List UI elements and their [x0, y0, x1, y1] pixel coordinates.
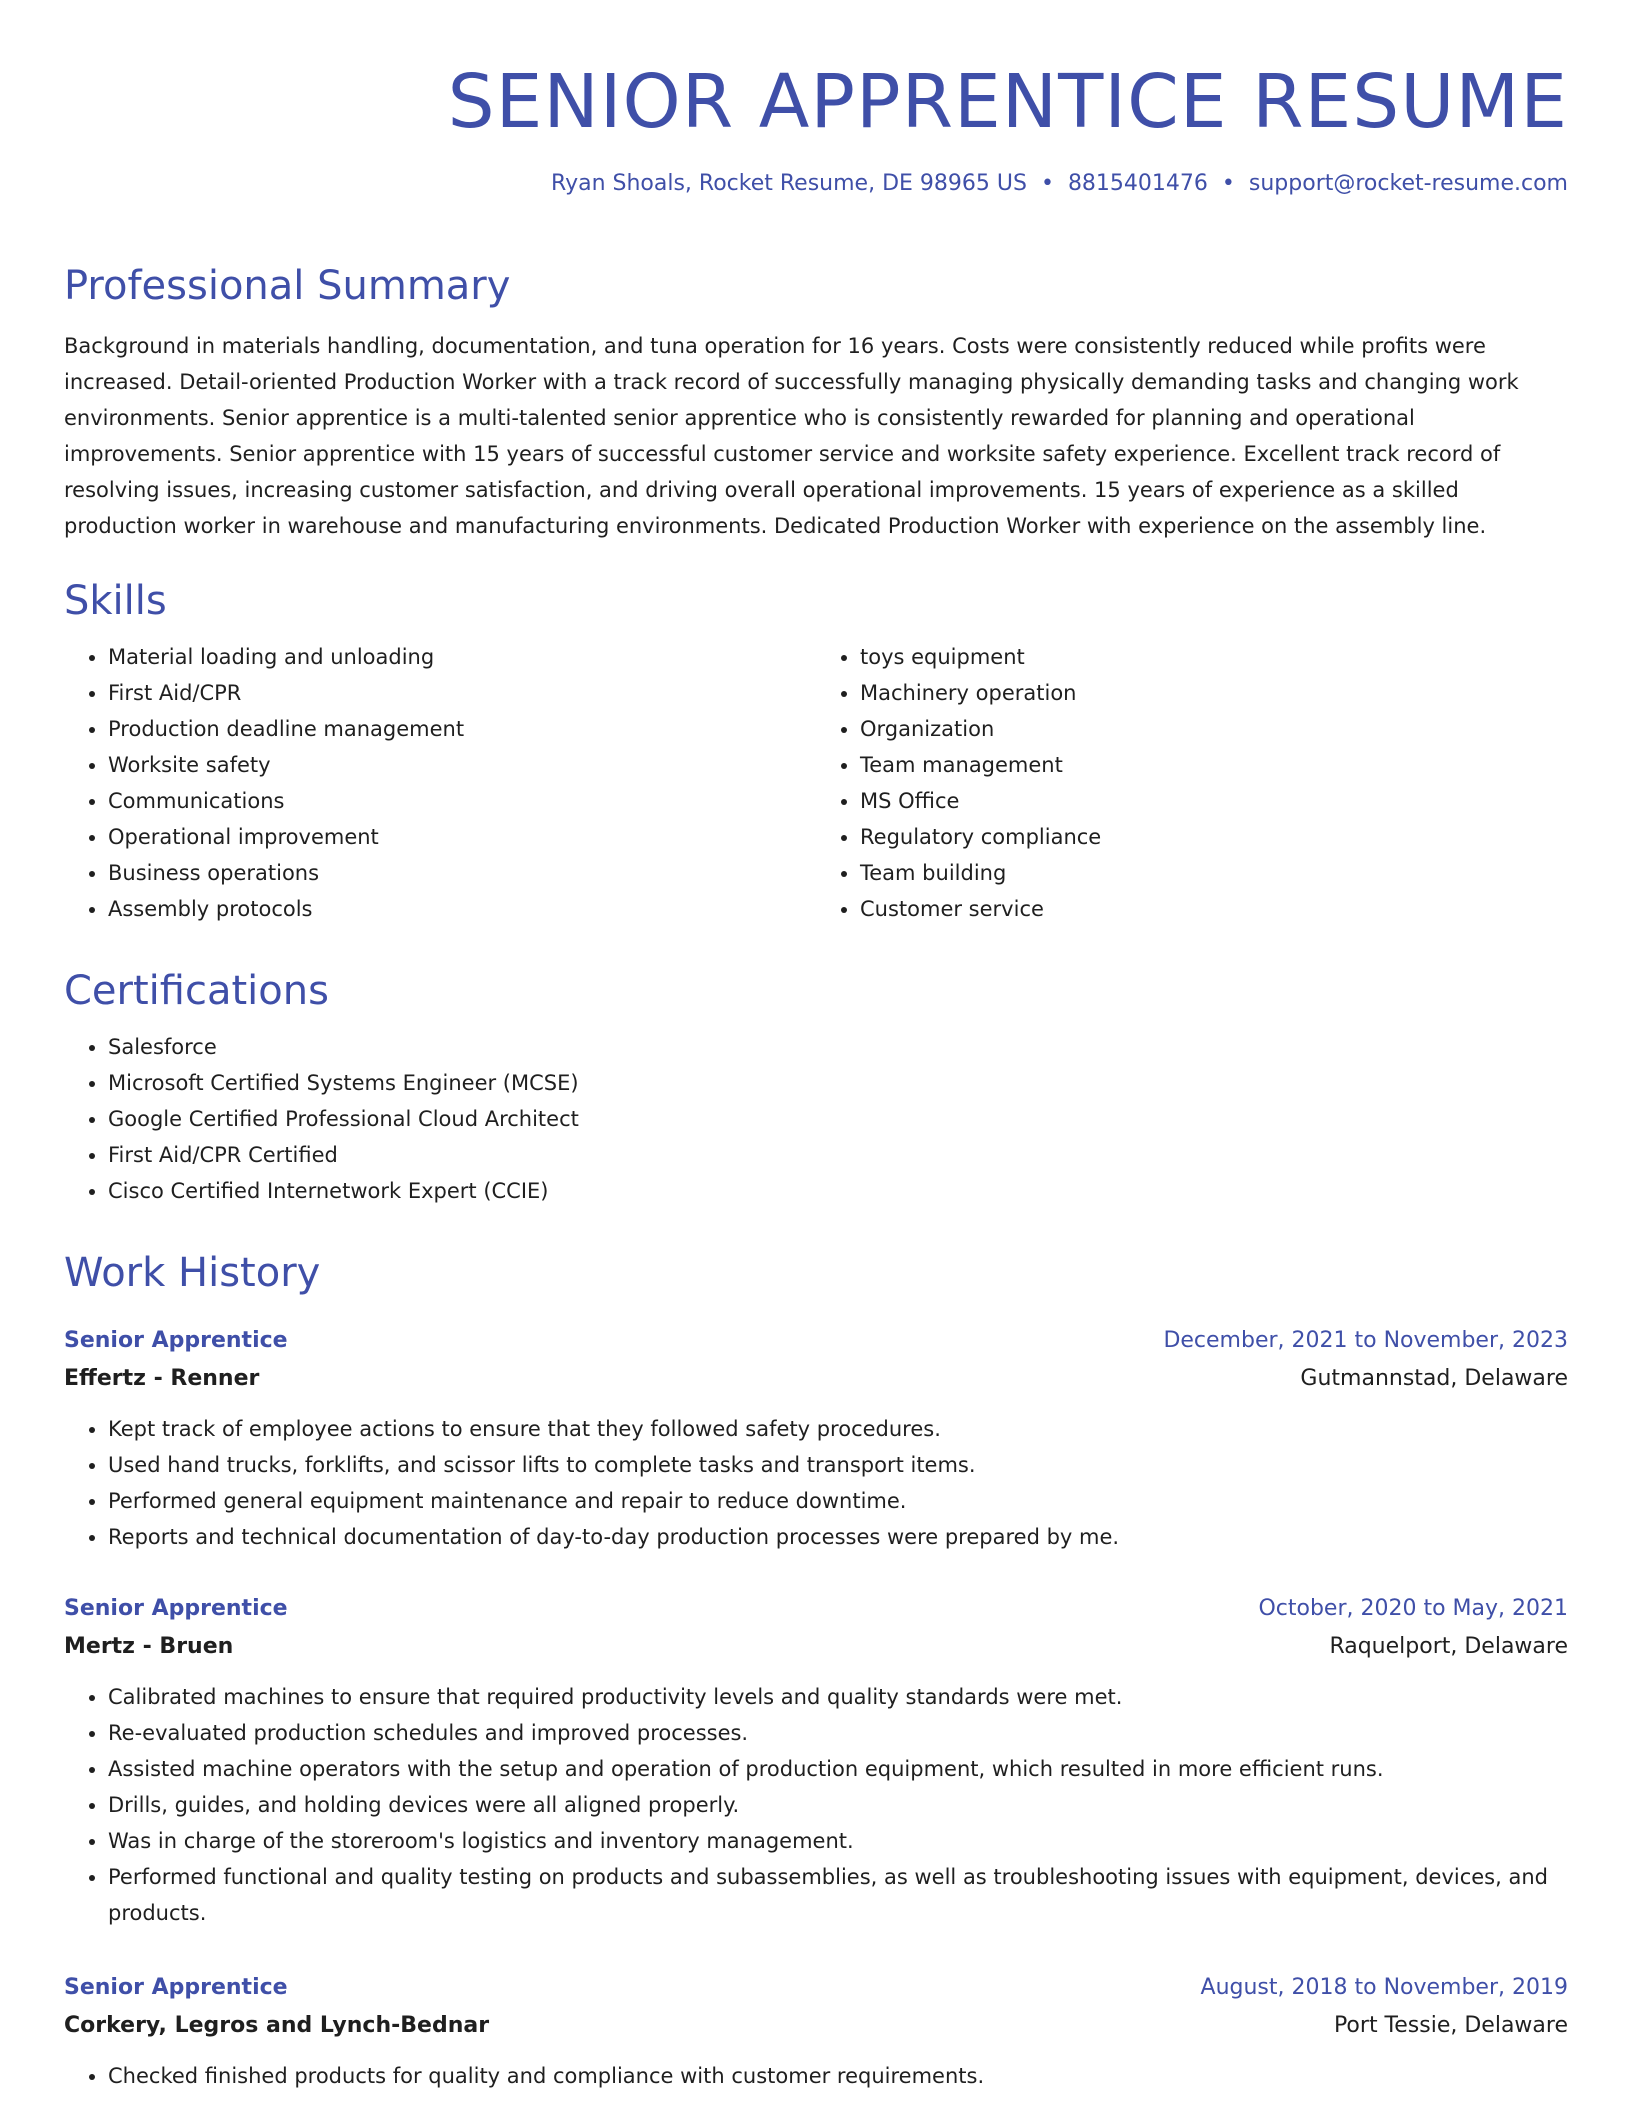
job-location: Raquelport, Delaware: [1329, 1634, 1568, 1659]
job-bullet: • Kept track of employee actions to ensure that they followed safety procedures.: [108, 1411, 1568, 1447]
job-header: [64, 1591, 1568, 1627]
job-company: Mertz - Bruen: [64, 1634, 234, 1659]
job-bullet: • Used hand trucks, forklifts, and scissor lifts to complete tasks and transport items.: [108, 1447, 1568, 1483]
job-entry: [64, 1591, 1568, 1931]
skills-section: [64, 577, 1568, 927]
contact-separator: •: [1221, 171, 1235, 196]
certification-item: • Cisco Certified Internetwork Expert (CCIE): [108, 1173, 1568, 1209]
job-bullet: • Checked finished products for quality and compliance with customer requirements.: [108, 2058, 1568, 2094]
job-title: Senior Apprentice: [64, 1596, 288, 1621]
job-entry: [64, 1970, 1568, 2094]
job-subheader: [64, 2006, 1568, 2046]
skill-item: • Production deadline management: [108, 711, 816, 747]
skills-heading: Skills: [64, 578, 167, 624]
skill-item: • Operational improvement: [108, 819, 816, 855]
job-company: Effertz - Renner: [64, 1366, 260, 1391]
contact-phone[interactable]: 8815401476: [1067, 171, 1208, 196]
skill-item: • toys equipment: [860, 639, 1568, 675]
certification-item: • Microsoft Certified Systems Engineer (MCSE): [108, 1065, 1568, 1101]
skill-item: • First Aid/CPR: [108, 675, 816, 711]
skills-list-right: [816, 639, 1568, 927]
skills-columns: [64, 639, 1568, 927]
skill-item: • Organization: [860, 711, 1568, 747]
job-bullet: • Performed general equipment maintenance and repair to reduce downtime.: [108, 1483, 1568, 1519]
job-subheader: [64, 1627, 1568, 1667]
job-location: Port Tessie, Delaware: [1333, 2013, 1568, 2038]
contact-line: [64, 169, 1568, 199]
work-history-section: [64, 1249, 1568, 1297]
job-bullet: • Performed functional and quality testing on products and subassemblies, as well as troubleshooting issues with equipment, devices, and products.: [108, 1859, 1568, 1931]
summary-heading: Professional Summary: [64, 263, 511, 309]
contact-address: Ryan Shoals, Rocket Resume, DE 98965 US: [550, 171, 1027, 196]
contact-email[interactable]: support@rocket-resume.com: [1248, 171, 1568, 196]
skill-item: • Worksite safety: [108, 747, 816, 783]
job-bullet: • Was in charge of the storeroom's logistics and inventory management.: [108, 1823, 1568, 1859]
certification-item: • Salesforce: [108, 1029, 1568, 1065]
job-title: Senior Apprentice: [64, 1975, 288, 2000]
summary-text: Background in materials handling, documentation, and tuna operation for 16 years. Costs were consistently reduced while profits were increased. Detail-oriented Production Worker with a track record of successfully managing physically demanding tasks and changing work environments. Senior apprentice is a multi-talented senior apprentice who is consistently rewarded for planning and operational improvements. Senior apprentice with 15 years of successful customer service and worksite safety experience. Excellent track record of resolving issues, increasing customer satisfaction, and driving overall operational improvements. 15 years of experience as a skilled production worker in warehouse and manufacturing environments. Dedicated Production Worker with experience on the assembly line.: [64, 334, 1519, 538]
skill-item: • Business operations: [108, 855, 816, 891]
skill-item: • Team management: [860, 747, 1568, 783]
job-dates: August, 2018 to November, 2019: [1200, 1975, 1568, 2000]
job-entry: [64, 1323, 1568, 1555]
certifications-section: [64, 967, 1568, 1209]
skills-list-left: [64, 639, 816, 927]
work-history-heading: Work History: [64, 1250, 321, 1296]
skill-item: • Machinery operation: [860, 675, 1568, 711]
job-location: Gutmannstad, Delaware: [1300, 1366, 1568, 1391]
job-bullet: • Drills, guides, and holding devices were all aligned properly.: [108, 1787, 1568, 1823]
contact-separator: •: [1040, 171, 1054, 196]
job-dates: October, 2020 to May, 2021: [1258, 1596, 1568, 1621]
skill-item: • Customer service: [860, 891, 1568, 927]
certifications-list: [64, 1029, 1568, 1209]
skill-item: • Assembly protocols: [108, 891, 816, 927]
resume-page: [64, 0, 1568, 2088]
certifications-heading: Certifications: [64, 968, 329, 1014]
skill-item: • Regulatory compliance: [860, 819, 1568, 855]
job-header: [64, 1970, 1568, 2006]
job-bullets: [64, 2058, 1568, 2094]
resume-header: [64, 58, 1568, 199]
job-bullets: [64, 1411, 1568, 1555]
job-company: Corkery, Legros and Lynch-Bednar: [64, 2013, 490, 2038]
skill-item: • Team building: [860, 855, 1568, 891]
job-bullet: • Calibrated machines to ensure that required productivity levels and quality standards were met.: [108, 1679, 1568, 1715]
skill-item: • Material loading and unloading: [108, 639, 816, 675]
job-header: [64, 1323, 1568, 1359]
job-bullet: • Assisted machine operators with the setup and operation of production equipment, which resulted in more efficient runs.: [108, 1751, 1568, 1787]
job-subheader: [64, 1359, 1568, 1399]
job-title: Senior Apprentice: [64, 1328, 288, 1353]
certification-item: • First Aid/CPR Certified: [108, 1137, 1568, 1173]
job-bullet: • Re-evaluated production schedules and improved processes.: [108, 1715, 1568, 1751]
skill-item: • Communications: [108, 783, 816, 819]
job-bullets: [64, 1679, 1568, 1931]
certification-item: • Google Certified Professional Cloud Architect: [108, 1101, 1568, 1137]
skill-item: • MS Office: [860, 783, 1568, 819]
summary-section: [64, 262, 1568, 544]
job-dates: December, 2021 to November, 2023: [1163, 1328, 1568, 1353]
resume-title: SENIOR APPRENTICE RESUME: [447, 59, 1568, 145]
job-bullet: • Reports and technical documentation of day-to-day production processes were prepared by me.: [108, 1519, 1568, 1555]
